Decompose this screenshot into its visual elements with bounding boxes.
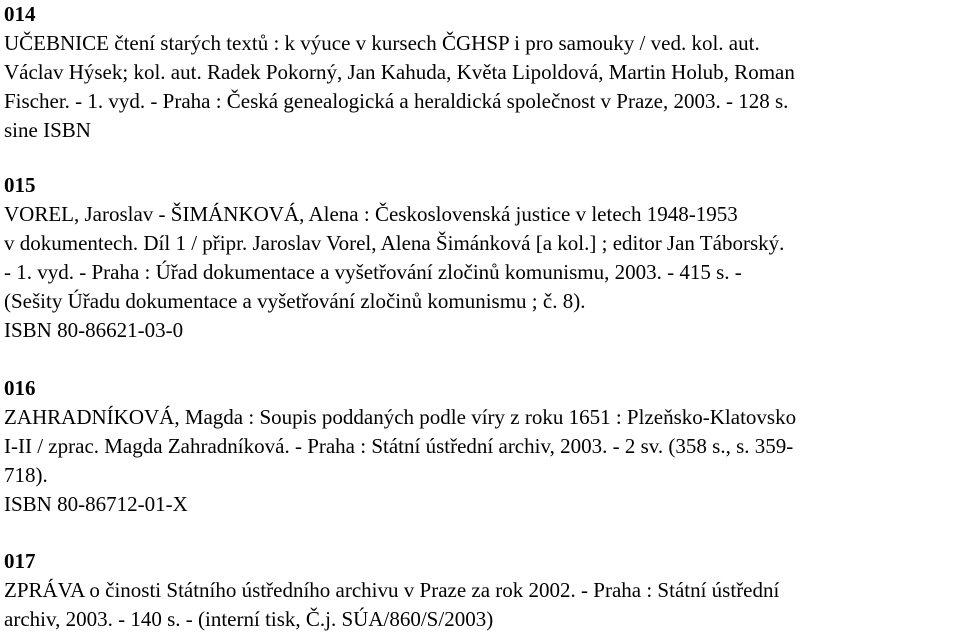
entry-number: 014 [4,2,36,26]
entry-citation [4,576,779,634]
entry-citation [4,200,784,345]
citation-line: ZAHRADNÍKOVÁ, Magda : Soupis poddaných podle víry z roku 1651 : Plzeňsko-Klatovsko [4,405,797,429]
citation-line: - 1. vyd. - Praha : Úřad dokumentace a vyšetřování zločinů komunismu, 2003. - 415 s. - [4,260,742,284]
citation-line: (Sešity Úřadu dokumentace a vyšetřování zločinů komunismu ; č. 8). [4,289,586,313]
bibliography-entry-017 [4,548,779,634]
citation-line: 718). [4,463,48,487]
entry-number: 015 [4,173,36,197]
bibliography-entry-014 [4,1,795,145]
citation-line: Václav Hýsek; kol. aut. Radek Pokorný, Jan Kahuda, Květa Lipoldová, Martin Holub, Roman [4,60,795,84]
citation-line: v dokumentech. Díl 1 / připr. Jaroslav Vorel, Alena Šimánková [a kol.] ; editor Jan Táborský. [4,231,785,255]
entry-citation [4,29,795,145]
citation-line: UČEBNICE čtení starých textů : k výuce v kursech ČGHSP i pro samouky / ved. kol. aut. [4,31,760,55]
citation-line: Fischer. - 1. vyd. - Praha : Česká genealogická a heraldická společnost v Praze, 2003. - 128 s. [4,89,789,113]
entry-number: 016 [4,376,36,400]
citation-line: VOREL, Jaroslav - ŠIMÁNKOVÁ, Alena : Československá justice v letech 1948-1953 [4,202,738,226]
citation-line: sine ISBN [4,118,91,142]
entry-number: 017 [4,549,36,573]
citation-line: ZPRÁVA o činosti Státního ústředního archivu v Praze za rok 2002. - Praha : Státní ústřední [4,578,780,602]
isbn-line: ISBN 80-86621-03-0 [4,318,184,342]
citation-line: archiv, 2003. - 140 s. - (interní tisk, Č.j. SÚA/860/S/2003) [4,607,494,631]
isbn-line: ISBN 80-86712-01-X [4,492,188,516]
bibliography-entry-016 [4,375,796,519]
entry-citation [4,403,796,519]
citation-line: I-II / zprac. Magda Zahradníková. - Praha : Státní ústřední archiv, 2003. - 2 sv. (358 s., s. 359- [4,434,794,458]
bibliography-entry-015 [4,172,784,345]
